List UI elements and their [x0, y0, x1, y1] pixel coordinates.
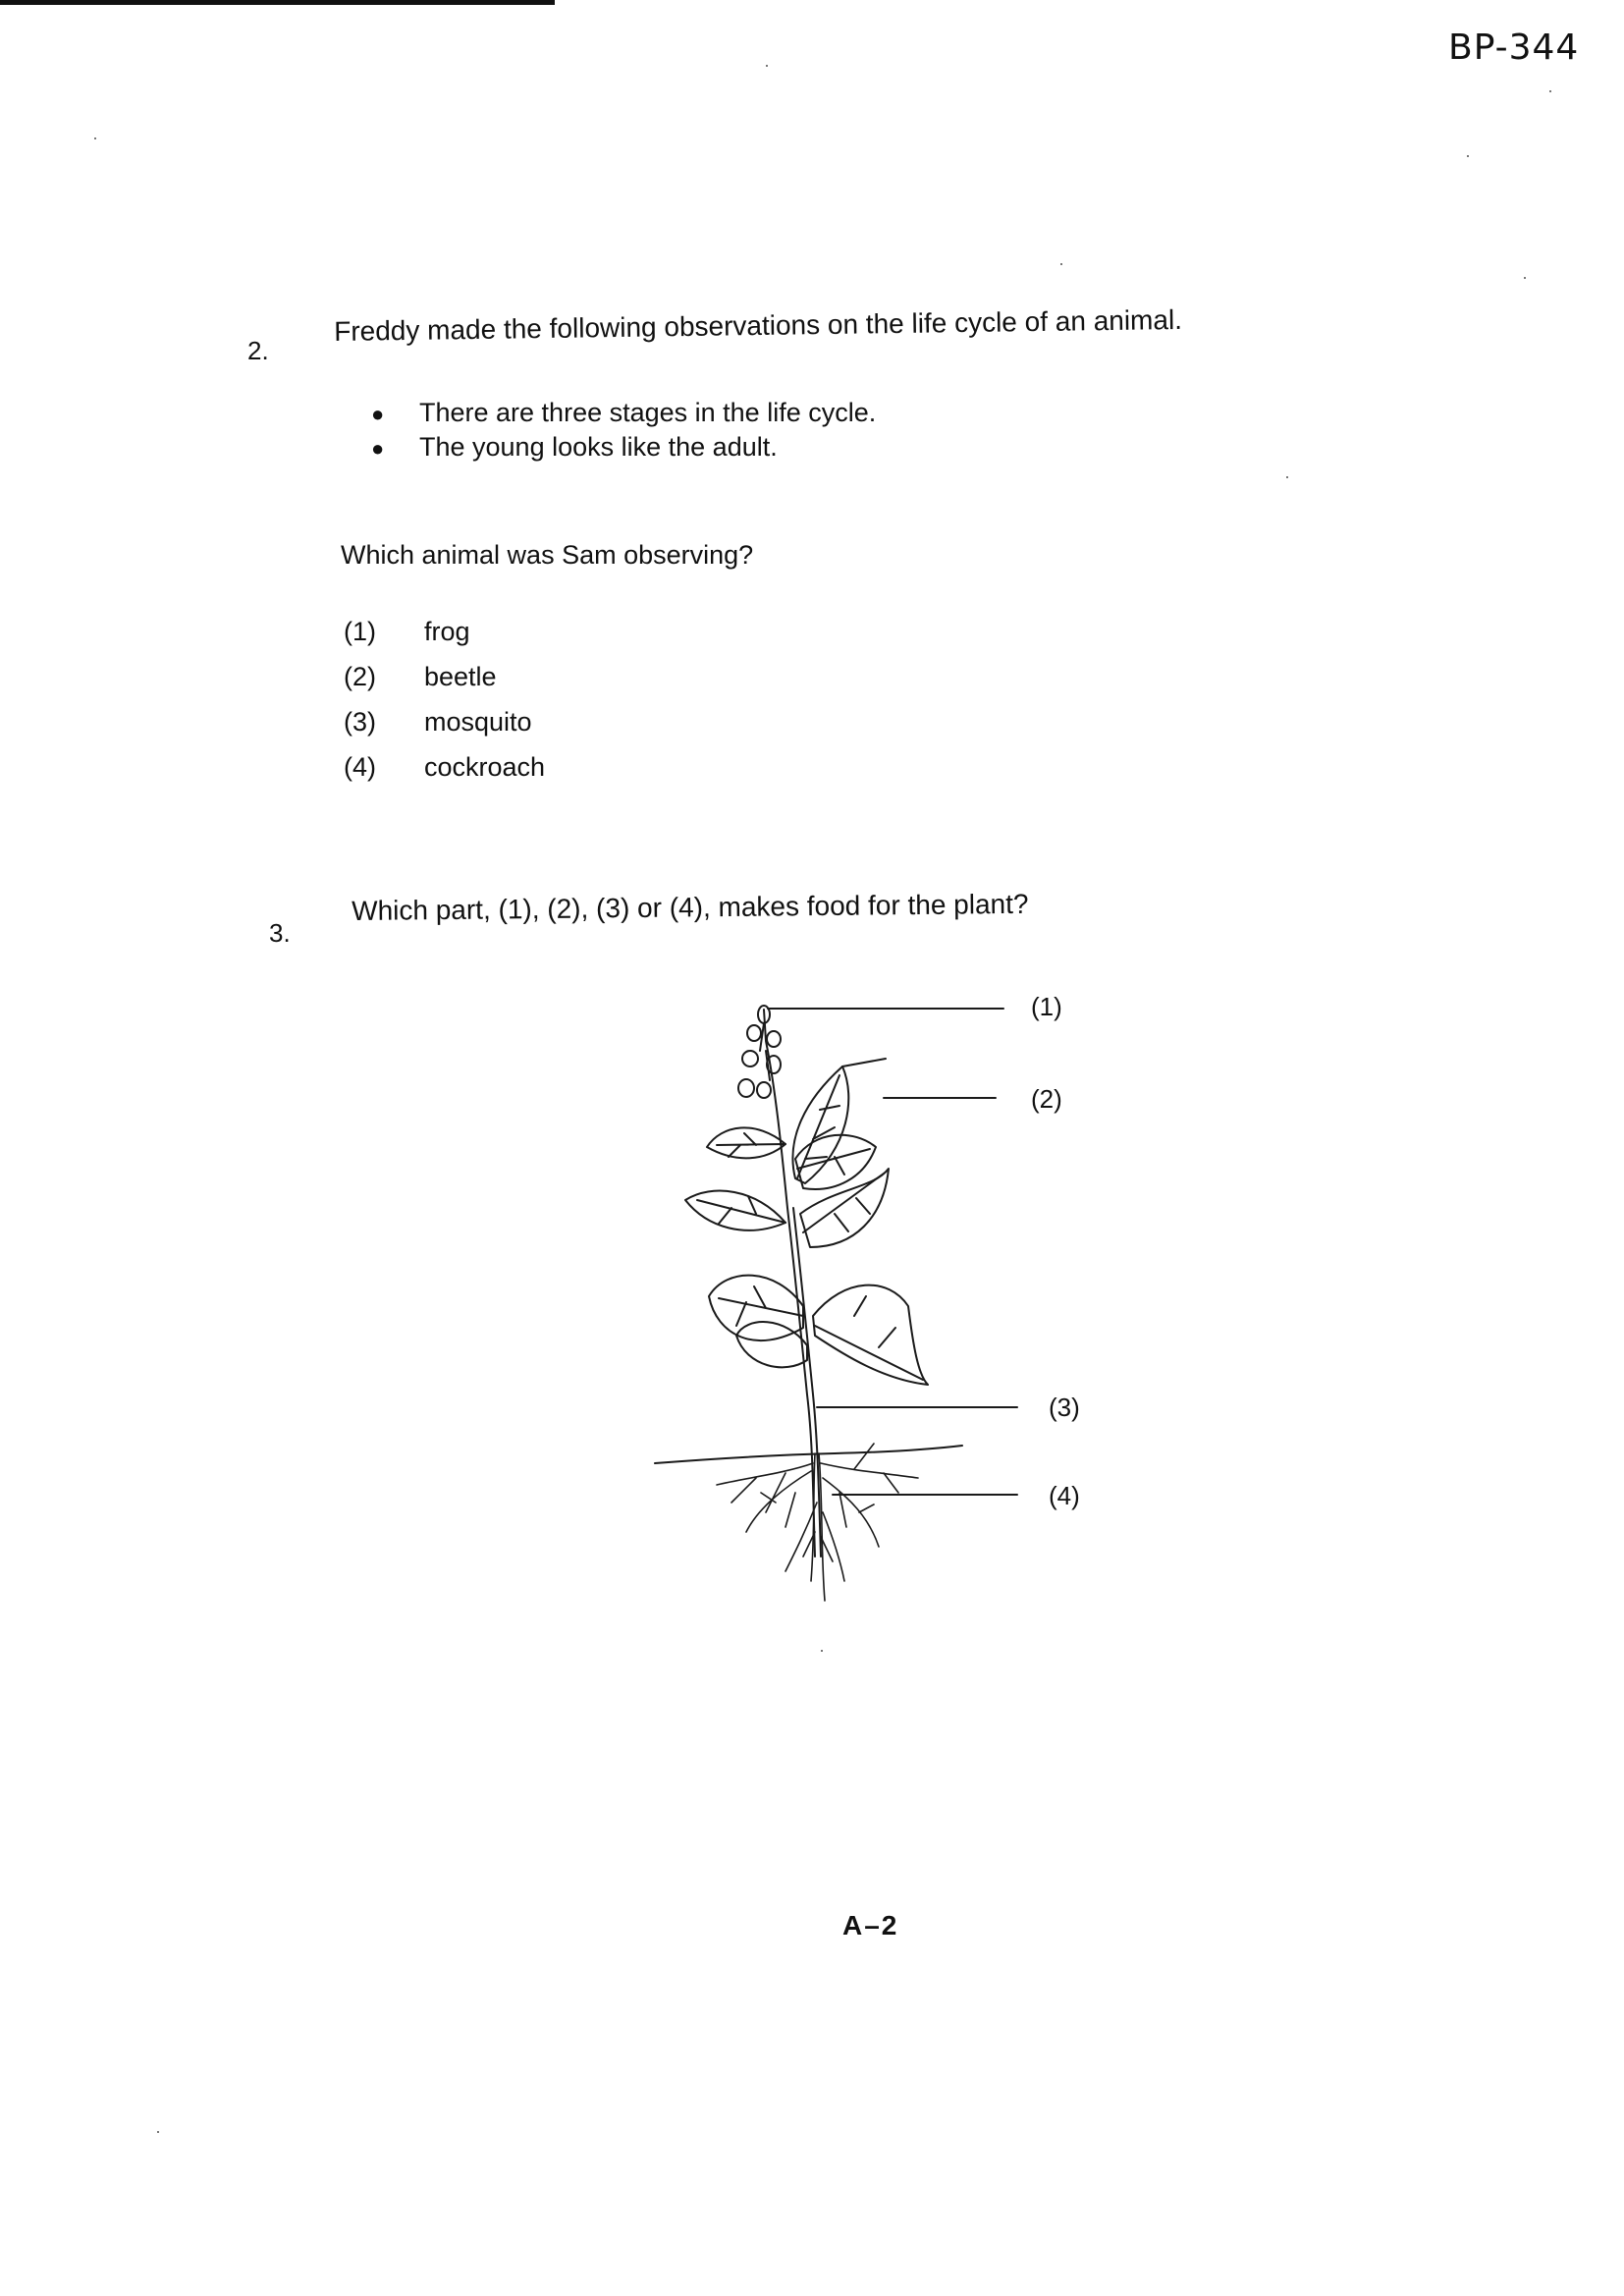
- scan-speck: [1467, 155, 1469, 157]
- scan-speck: [1060, 263, 1062, 265]
- option-number: (2): [344, 662, 376, 691]
- observation-item: [371, 432, 876, 463]
- option-text: frog: [424, 617, 470, 646]
- option-text: cockroach: [424, 752, 546, 782]
- bullet-icon: ●: [371, 436, 385, 461]
- option-item[interactable]: [344, 617, 545, 662]
- scan-speck: [1524, 277, 1526, 279]
- observation-text: There are three stages in the life cycle.: [419, 398, 877, 427]
- scan-speck: [1286, 476, 1288, 478]
- flower-buds: [738, 1006, 781, 1098]
- question-2-number: 2.: [247, 336, 269, 365]
- option-item[interactable]: [344, 662, 545, 707]
- paper-code: BP-344: [1448, 27, 1580, 68]
- question-2-options: [344, 617, 545, 797]
- observation-list: [371, 398, 876, 466]
- option-number: (4): [344, 752, 376, 782]
- option-item[interactable]: [344, 752, 545, 797]
- scan-speck: [1549, 90, 1551, 92]
- question-3-stem: Which part, (1), (2), (3) or (4), makes food for the plant?: [352, 888, 1029, 926]
- diagram-label-2: (2): [1031, 1084, 1062, 1114]
- page-number: A–2: [842, 1910, 899, 1941]
- scan-speck: [94, 137, 96, 139]
- option-text: mosquito: [424, 707, 532, 737]
- question-2-stem: Freddy made the following observations on the life cycle of an animal.: [334, 303, 1183, 347]
- scan-speck: [766, 65, 768, 67]
- diagram-label-1: (1): [1031, 992, 1062, 1021]
- observation-text: The young looks like the adult.: [419, 432, 778, 462]
- bullet-icon: ●: [371, 402, 385, 426]
- top-rule: [0, 0, 555, 5]
- option-number: (3): [344, 707, 376, 737]
- question-2-prompt: Which animal was Sam observing?: [341, 540, 754, 570]
- option-number: (1): [344, 617, 376, 646]
- scan-speck: [157, 2131, 159, 2133]
- plant-diagram: [638, 982, 1129, 1611]
- ground-line: [655, 1446, 962, 1463]
- observation-item: [371, 398, 876, 428]
- option-item[interactable]: [344, 707, 545, 752]
- diagram-label-4: (4): [1049, 1481, 1080, 1510]
- question-3-number: 3.: [269, 918, 291, 948]
- option-text: beetle: [424, 662, 497, 691]
- diagram-label-3: (3): [1049, 1393, 1080, 1422]
- scan-speck: [821, 1650, 823, 1652]
